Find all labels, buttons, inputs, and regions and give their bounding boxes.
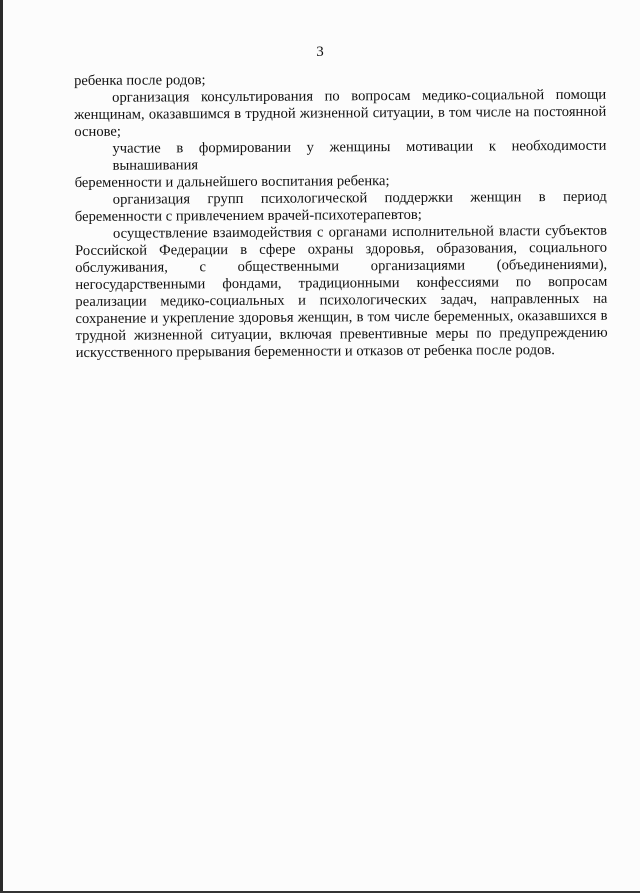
page-number: 3 xyxy=(316,44,324,60)
text-line: искусственного прерывания беременности и отказов от ребенка после родов. xyxy=(75,342,555,361)
text-line: негосударственными фондами, традиционными конфессиями по вопросам xyxy=(75,273,608,293)
text-line: беременности с привлечением врачей-психотерапевтов; xyxy=(74,206,422,225)
text-line: участие в формировании у женщины мотивации к необходимости вынашивания xyxy=(112,137,607,174)
text-line: основе; xyxy=(74,123,122,140)
text-line: осуществление взаимодействия с органами исполнительной власти субъектов xyxy=(112,222,608,242)
text-line: женщинам, оказавшимся в трудной жизненной ситуации, в том числе на постоянной xyxy=(74,103,607,123)
text-line: сохранение и укрепление здоровья женщин, в том числе беременных, оказавшихся в xyxy=(75,307,608,327)
text-line: ребенка после родов; xyxy=(74,72,206,89)
text-line: организация консультирования по вопросам медико-социальной помощи xyxy=(112,86,607,106)
text-line: обслуживания, с общественными организациями (объединениями), xyxy=(75,256,608,276)
scan-edge-left xyxy=(0,0,3,893)
text-line: реализации медико-социальных и психологических задач, направленных на xyxy=(75,290,608,310)
text-line: беременности и дальнейшего воспитания ребенка; xyxy=(74,173,390,191)
text-line: организация групп психологической поддержки женщин в период xyxy=(112,188,607,208)
text-line: Российской Федерации в сфере охраны здоровья, образования, социального xyxy=(75,239,608,259)
body-text xyxy=(74,70,608,362)
text-line: трудной жизненной ситуации, включая превентивные меры по предупреждению xyxy=(75,324,608,344)
